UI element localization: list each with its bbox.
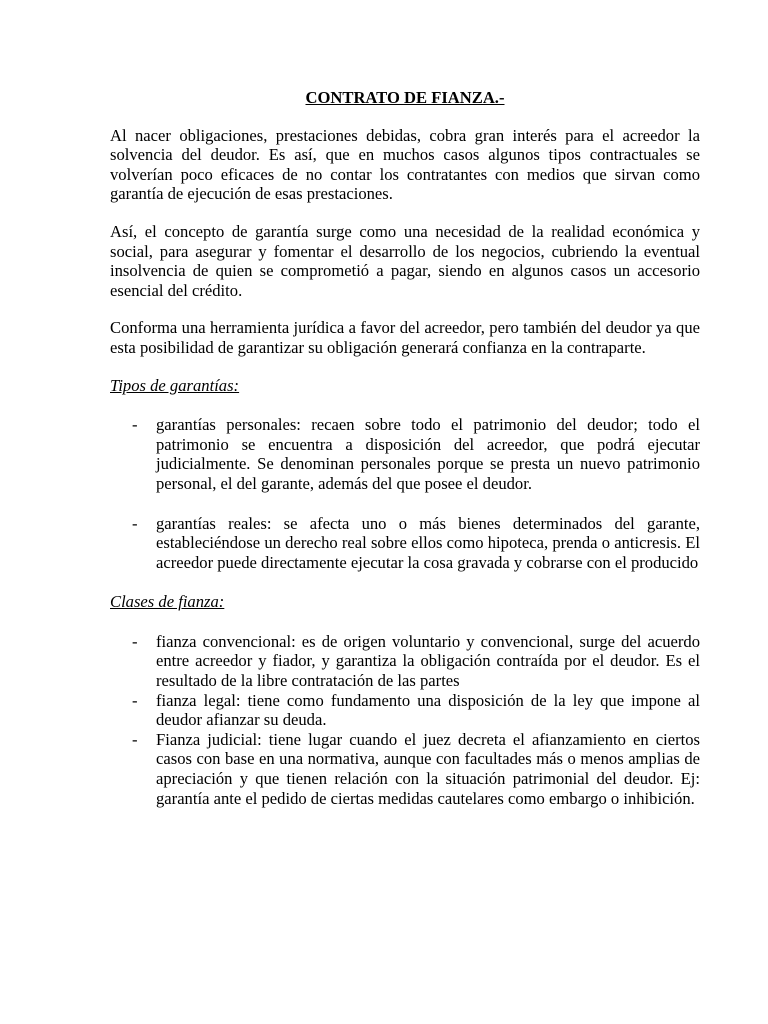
paragraph-2: Así, el concepto de garantía surge como una necesidad de la realidad económica y social, para asegurar y fomentar el desarrollo de los negocios, cubriendo la eventual insolvencia de quien se comprometió a pagar, siendo en algunos casos un accesorio esencial del crédito. xyxy=(110,221,700,300)
paragraph-3: Conforma una herramienta jurídica a favor del acreedor, pero también del deudor ya que esta posibilidad de garantizar su obligación generará confianza en la contraparte. xyxy=(110,318,700,357)
list-item xyxy=(110,415,700,493)
bullet-dash: - xyxy=(132,415,138,435)
bullet-dash: - xyxy=(132,631,138,651)
list-clases-fianza xyxy=(110,632,700,808)
document-page xyxy=(110,88,700,808)
bullet-dash: - xyxy=(132,513,138,533)
list-item xyxy=(110,691,700,730)
document-title: CONTRATO DE FIANZA.- xyxy=(305,88,505,107)
list-tipos-garantias xyxy=(110,415,700,572)
bullet-dash: - xyxy=(132,690,138,710)
paragraph-1: Al nacer obligaciones, prestaciones debidas, cobra gran interés para el acreedor la solvencia del deudor. Es así, que en muchos casos algunos tipos contractuales se volverían poco eficaces de no contar los contratantes con medios que sirvan como garantía de ejecución de esas prestaciones. xyxy=(110,125,700,204)
list-item-text: garantías personales: recaen sobre todo el patrimonio del deudor; todo el patrimonio se encuentra a disposición del acreedor, que podrá ejecutar judicialmente. Se denominan personales porque se presta un nuevo patrimonio personal, el del garante, además del que posee el deudor. xyxy=(156,415,700,493)
section-heading-tipos: Tipos de garantías: xyxy=(110,375,240,395)
list-item-text: fianza convencional: es de origen voluntario y convencional, surge del acuerdo entre acreedor y fiador, y garantiza la obligación contraída por el deudor. Es el resultado de la libre contratación de las partes xyxy=(156,631,700,691)
list-item-text: garantías reales: se afecta uno o más bienes determinados del garante, estableciéndose un derecho real sobre ellos como hipoteca, prenda o anticresis. El acreedor puede directamente ejecutar la cosa gravada y cobrarse con el producido xyxy=(156,513,700,572)
list-item-text: fianza legal: tiene como fundamento una disposición de la ley que impone al deudor afianzar su deuda. xyxy=(156,690,700,730)
list-item xyxy=(110,632,700,691)
bullet-dash: - xyxy=(132,729,138,749)
section-heading-clases: Clases de fianza: xyxy=(110,592,225,612)
list-item-text: Fianza judicial: tiene lugar cuando el juez decreta el afianzamiento en ciertos casos con base en una normativa, aunque con facultades más o menos amplias de apreciación y que tienen relación con la situación patrimonial del deudor. Ej: garantía ante el pedido de ciertas medidas cautelares como embargo o inhibición. xyxy=(156,729,700,808)
list-item xyxy=(110,730,700,808)
list-item xyxy=(110,514,700,573)
